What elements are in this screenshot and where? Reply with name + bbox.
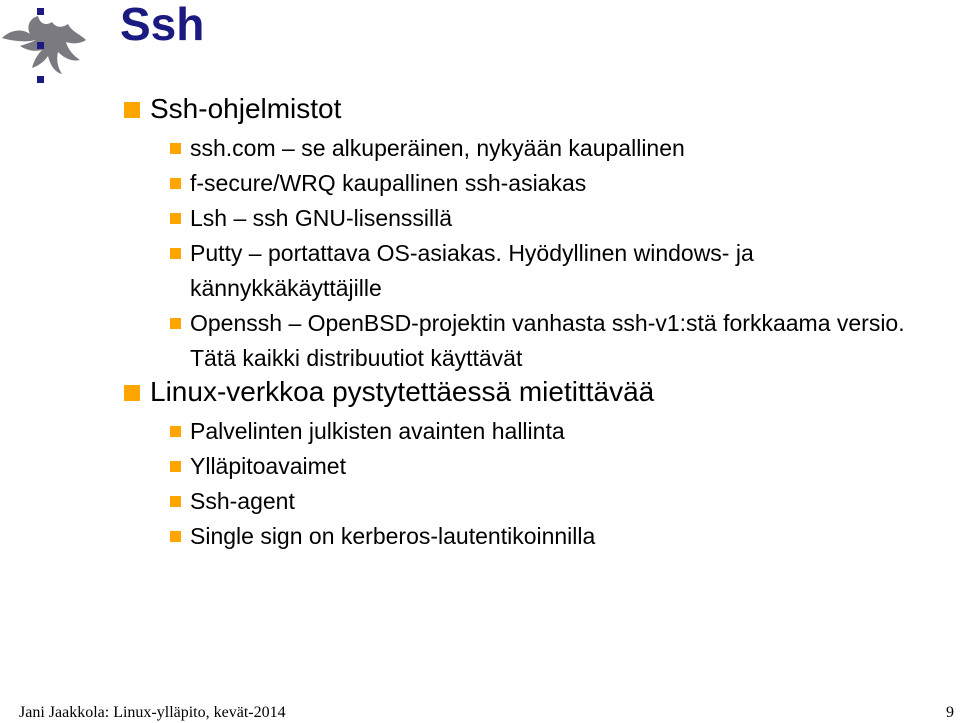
square-bullet-icon [170,531,181,542]
bullet-text: Linux-verkkoa pystytettäessä mietittävää [150,376,655,407]
square-bullet-icon [170,496,181,507]
bullet-level2 [190,519,940,554]
bullet-text: Ylläpitoavaimet [190,453,346,479]
bullet-text: Single sign on kerberos-lautentikoinnilla [190,523,596,549]
bullet-text: Openssh – OpenBSD-projektin vanhasta ssh-v1:stä forkkaama versio. Tätä kaikki distribuutiot käyttävät [190,310,905,371]
bullet-text: Putty – portattava OS-asiakas. Hyödyllinen windows- ja kännykkäkäyttäjille [190,240,754,301]
slide-title: Ssh [120,0,205,50]
square-bullet-icon [170,461,181,472]
square-bullet-icon [170,178,181,189]
university-logo-icon [0,0,90,90]
square-bullet-icon [170,426,181,437]
bullet-text: Ssh-agent [190,488,295,514]
footer-author-course: Jani Jaakkola: Linux-ylläpito, kevät-2014 [19,704,286,721]
bullet-level2 [190,414,940,449]
bullet-text: ssh.com – se alkuperäinen, nykyään kaupallinen [190,135,685,161]
bullet-level2 [190,201,940,236]
square-bullet-icon [170,248,181,259]
page-number: 9 [946,704,954,721]
square-bullet-icon [124,102,140,118]
square-bullet-icon [170,143,181,154]
bullet-level2 [190,236,940,306]
bullet-text: Lsh – ssh GNU-lisenssillä [190,205,453,231]
bullet-level1 [150,92,341,126]
bullet-text: f-secure/WRQ kaupallinen ssh-asiakas [190,170,587,196]
square-bullet-icon [124,385,140,401]
bullet-text: Ssh-ohjelmistot [150,93,342,124]
bullet-level2 [190,449,940,484]
bullet-text: Palvelinten julkisten avainten hallinta [190,418,565,444]
bullet-level2 [190,484,940,519]
square-bullet-icon [170,318,181,329]
bullet-level1 [150,375,654,409]
bullet-level2 [190,306,940,376]
bullet-level2 [190,166,940,201]
bullet-level2 [190,131,940,166]
square-bullet-icon [170,213,181,224]
